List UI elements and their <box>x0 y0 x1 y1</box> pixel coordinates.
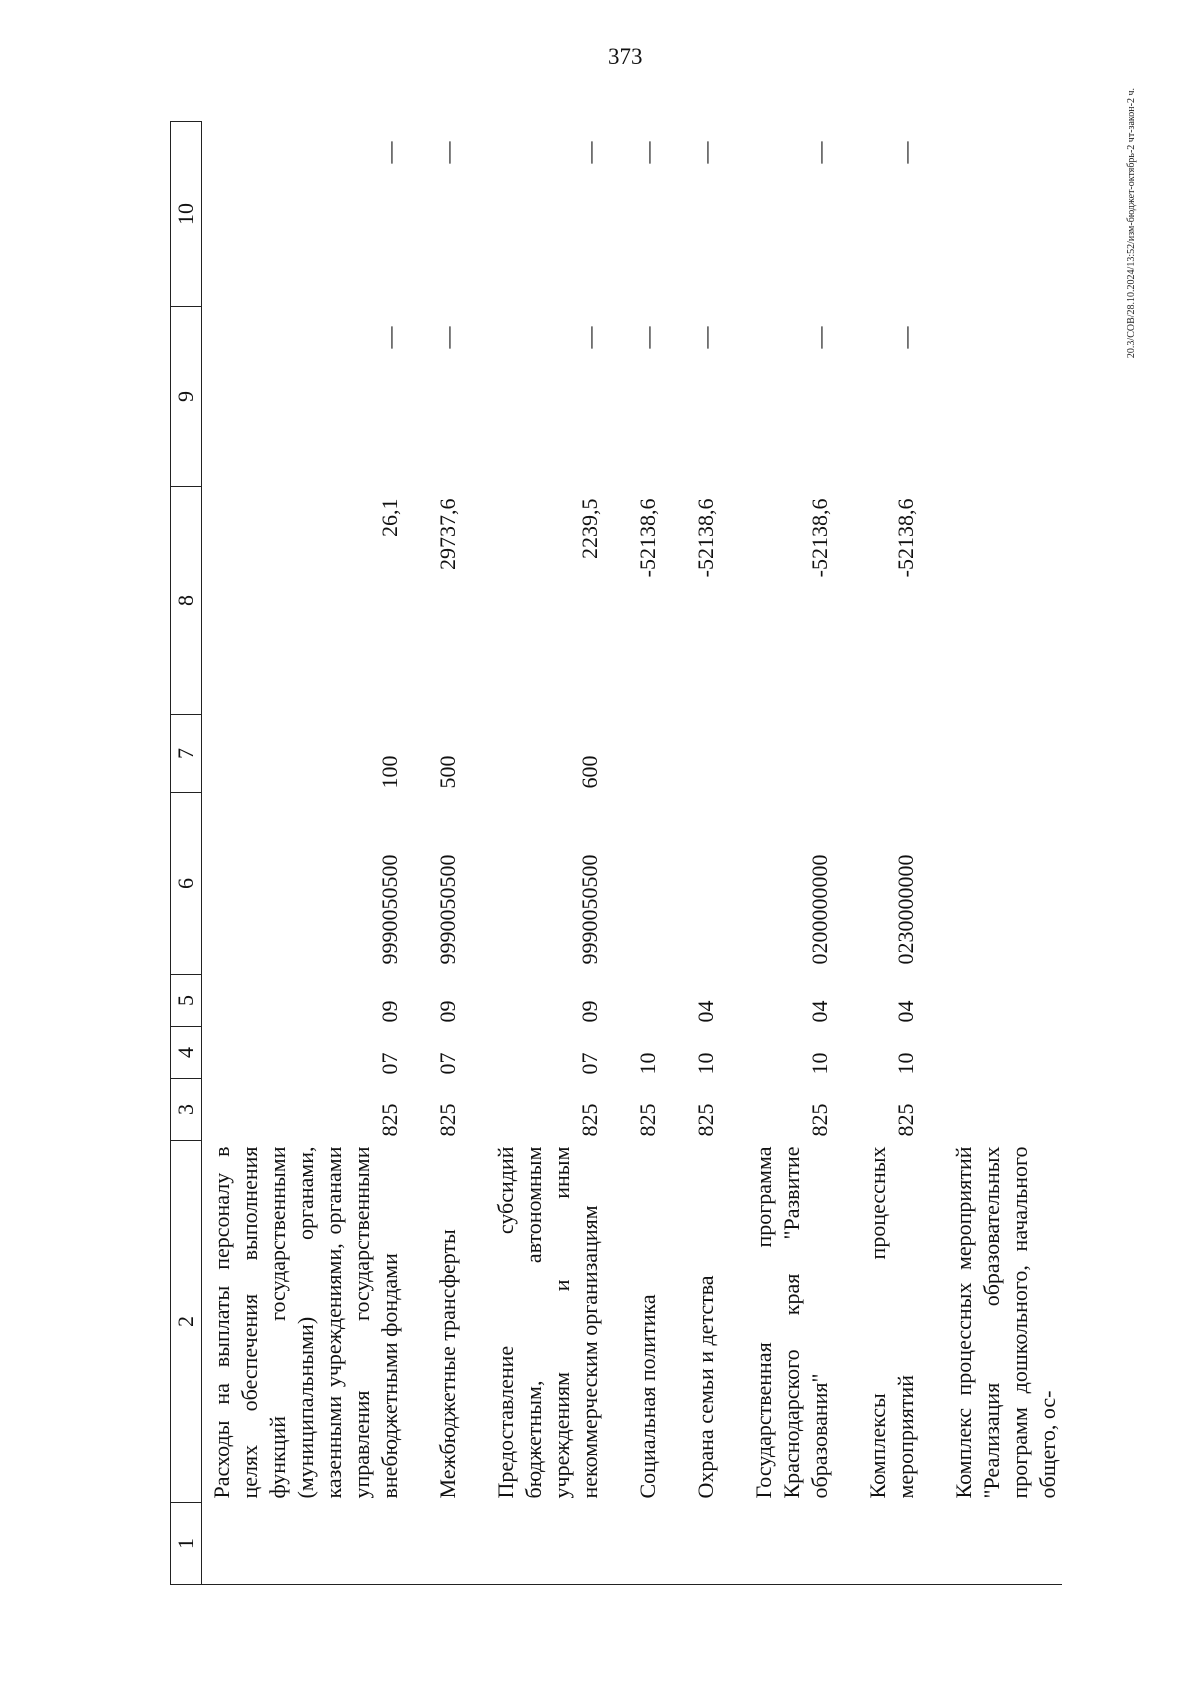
cell-code-6: 9990050500 <box>377 854 402 965</box>
cell-code-4: 07 <box>377 1052 402 1075</box>
cell-amount: 29737,6 <box>435 498 460 570</box>
header-col-6: 6 <box>171 793 202 975</box>
cell-col-10: — <box>635 141 660 164</box>
budget-table <box>170 121 1062 1585</box>
cell-code-7 <box>662 715 720 793</box>
cell-code-4: 10 <box>893 1052 918 1075</box>
cell-code-3: 825 <box>577 1103 602 1137</box>
cell-col-10: — <box>807 141 832 164</box>
cell-col-9: — <box>577 326 602 349</box>
cell-code-3: 825 <box>893 1103 918 1137</box>
cell-code-7 <box>920 715 1062 793</box>
cell-code-5: 09 <box>577 1000 602 1023</box>
table-row <box>404 122 462 1585</box>
row-name: Государственная программа Краснодарского края "Развитие образования" <box>751 1146 832 1499</box>
header-col-8: 8 <box>171 487 202 715</box>
header-col-4: 4 <box>171 1027 202 1079</box>
table-row <box>834 122 920 1585</box>
cell-col-10: — <box>693 141 718 164</box>
cell-amount: 2239,5 <box>577 498 602 559</box>
cell-col-10: — <box>577 141 602 164</box>
cell-amount: -52138,6 <box>807 498 832 578</box>
cell-code-3: 825 <box>377 1103 402 1137</box>
cell-code-6: 9990050500 <box>435 854 460 965</box>
row-name: Межбюджетные трансферты <box>435 1229 460 1499</box>
cell-code-6: 0230000000 <box>893 854 918 965</box>
cell-amount: 26,1 <box>377 498 402 537</box>
cell-amount: -52138,6 <box>693 498 718 578</box>
cell-code-3: 825 <box>693 1103 718 1137</box>
cell-code-6 <box>920 793 1062 975</box>
cell-code-3: 825 <box>635 1103 660 1137</box>
cell-code-7 <box>720 715 834 793</box>
table-row <box>462 122 604 1585</box>
cell-col-10: — <box>435 141 460 164</box>
header-col-5: 5 <box>171 975 202 1027</box>
cell-amount: -52138,6 <box>635 498 660 578</box>
header-col-1: 1 <box>171 1503 202 1585</box>
cell-code-5 <box>604 975 662 1027</box>
cell-code-6: 9990050500 <box>577 854 602 965</box>
cell-code-7 <box>604 715 662 793</box>
cell-code-6: 0200000000 <box>807 854 832 965</box>
cell-code-3: 825 <box>435 1103 460 1137</box>
cell-col-10: — <box>893 141 918 164</box>
cell-code-7: 100 <box>377 755 402 789</box>
cell-code-7: 500 <box>435 755 460 789</box>
cell-code-5: 09 <box>377 1000 402 1023</box>
cell-code-4: 07 <box>435 1052 460 1075</box>
cell-code-5: 04 <box>693 1000 718 1023</box>
row-name: Социальная политика <box>635 1294 660 1499</box>
cell-amount: -52138,6 <box>893 498 918 578</box>
cell-col-10 <box>920 122 1062 307</box>
cell-code-4: 07 <box>577 1052 602 1075</box>
cell-code-5: 04 <box>893 1000 918 1023</box>
header-col-9: 9 <box>171 307 202 487</box>
cell-code-4: 10 <box>693 1052 718 1075</box>
header-row <box>171 122 202 1585</box>
footer-file-path: 20.3/СОВ/28.10.2024/13:52/изм-бюджет-октябрь-2 чт-закон-2 ч. <box>1126 88 1137 359</box>
table-row <box>604 122 662 1585</box>
cell-code-6 <box>604 793 662 975</box>
rotated-table-container <box>170 85 1170 1585</box>
cell-col-9: — <box>693 326 718 349</box>
cell-code-3: 825 <box>807 1103 832 1137</box>
row-name: Комплексы процессных мероприятий <box>865 1146 918 1499</box>
cell-code-4: 10 <box>635 1052 660 1075</box>
cell-code-7: 600 <box>577 755 602 789</box>
cell-amount <box>920 487 1062 715</box>
header-col-2: 2 <box>171 1141 202 1503</box>
cell-code-5: 09 <box>435 1000 460 1023</box>
table-row <box>920 122 1062 1585</box>
cell-code-5 <box>920 975 1062 1027</box>
cell-code-4: 10 <box>807 1052 832 1075</box>
cell-code-3 <box>920 1079 1062 1141</box>
row-name: Охрана семьи и детства <box>693 1275 718 1499</box>
cell-code-7 <box>834 715 920 793</box>
row-name: Расходы на выплаты персоналу в целях обеспечения выполнения функций государственными (муниципальными) органами, казенными учреждениями, органами управления государственными внебюджетными фондами <box>209 1146 402 1499</box>
cell-col-10: — <box>377 141 402 164</box>
cell-col-9: — <box>435 326 460 349</box>
cell-col-9: — <box>377 326 402 349</box>
cell-col-9: — <box>893 326 918 349</box>
cell-col-9: — <box>635 326 660 349</box>
header-col-7: 7 <box>171 715 202 793</box>
row-name: Комплекс процессных мероприятий "Реализация образовательных программ дошкольного, начального общего, ос- <box>951 1146 1060 1499</box>
table-row <box>662 122 720 1585</box>
cell-code-5: 04 <box>807 1000 832 1023</box>
header-col-3: 3 <box>171 1079 202 1141</box>
table-row <box>720 122 834 1585</box>
cell-code-4 <box>920 1027 1062 1079</box>
cell-col-9: — <box>807 326 832 349</box>
cell-col-9 <box>920 307 1062 487</box>
row-name: Предоставление субсидий бюджетным, автономным учреждениям и иным некоммерческим организациям <box>493 1146 602 1499</box>
header-col-10: 10 <box>171 122 202 307</box>
page-number: 373 <box>608 44 643 69</box>
cell-code-6 <box>662 793 720 975</box>
table-row <box>202 122 405 1585</box>
